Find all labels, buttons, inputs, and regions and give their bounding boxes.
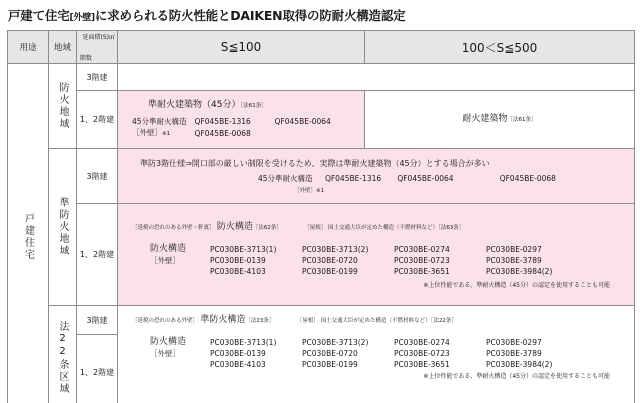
semi-3f-code: QF045BE-0068	[499, 173, 556, 183]
header-floors: 階数	[80, 55, 93, 62]
art22-code: PC030BE-3651	[394, 360, 450, 369]
semi-12f-label1: 防火構造	[150, 244, 187, 254]
semi-12f-note: ※上位性能である、準耐火構造（45分）の認定を使用することも可能	[423, 282, 610, 289]
title-part1: 戸建て住宅	[8, 8, 70, 23]
zone-semi-fire: 準防火地域	[49, 149, 77, 306]
fire-performance-table	[7, 30, 635, 403]
art22-ref: ［法23条］	[245, 318, 275, 324]
art22-label2: ［外壁］	[150, 349, 180, 358]
use-label: 戸建住宅	[22, 213, 34, 261]
semi-12f-roof: ［屋根］ 国土交通大臣が定めた構造（不燃材料など）［法63条］	[304, 225, 465, 231]
semi-3f-cell	[118, 149, 635, 204]
art22-code: PC030BE-0199	[302, 360, 358, 369]
title-part3: に求められる防火性能とDAIKEN取得の防耐火構造認定	[94, 8, 406, 23]
art22-note: ※上位性能である、準耐火構造（45分）の認定を使用することも可能	[423, 373, 610, 380]
art22-roof: ［屋根］ 国土交通大臣が定めた構造（不燃材料など）［法22条］	[296, 318, 457, 324]
floors-fire-12f: 1、2階建	[77, 91, 118, 149]
semi-12f-code: PC030BE-0720	[302, 256, 358, 265]
floors-semi-12f: 1、2階建	[77, 204, 118, 306]
semi-12f-pre: ［延焼の恐れのある外壁・軒裏］	[132, 225, 215, 231]
semi-12f-ref: ［法62条］	[252, 225, 282, 231]
art22-main: 準防火構造	[200, 315, 246, 325]
header-area: 地域	[49, 31, 77, 64]
art22-code: PC030BE-3713(1)	[210, 338, 277, 347]
art22-label1: 防火構造	[150, 337, 187, 347]
art22-code: PC030BE-0723	[394, 349, 450, 358]
art22-code: PC030BE-0720	[302, 349, 358, 358]
art22-pre: ［延焼の恐れのある外壁］	[132, 318, 199, 324]
semi-resist-main: 準耐火建築物（45分）	[148, 99, 241, 110]
semi-12f-cell	[118, 204, 635, 306]
art22-code: PC030BE-3713(2)	[302, 338, 369, 347]
semi-12f-code: PC030BE-3713(1)	[210, 245, 277, 254]
semi-12f-code: PC030BE-3984(2)	[486, 267, 553, 276]
semi-3f-product-label: 45分準耐火構造	[258, 173, 313, 183]
fire-product-note: ※1	[162, 130, 171, 137]
semi-12f-main: 防火構造	[216, 222, 253, 232]
art22-code: PC030BE-3984(2)	[486, 360, 553, 369]
floors-art22-12f: 1、2階建	[77, 335, 118, 403]
header-use: 用途	[8, 31, 49, 64]
art22-code: PC030BE-4103	[210, 360, 266, 369]
semi-3f-code: QF045BE-0064	[397, 173, 454, 183]
fire-product-sub: ［外壁］	[132, 127, 162, 137]
semi-resist-ref: ［法61条］	[240, 102, 267, 109]
art22-code: PC030BE-3789	[486, 349, 542, 358]
header-area-floors	[77, 31, 118, 64]
header-s-range: 100＜S≦500	[365, 31, 635, 64]
page-title	[8, 6, 405, 24]
header-s-le-100: S≦100	[118, 31, 365, 64]
floors-fire-3f: 3階建	[77, 64, 118, 91]
semi-12f-code: PC030BE-4103	[210, 267, 266, 276]
fire-code: QF045BE-0068	[194, 128, 251, 138]
semi-12f-code: PC030BE-0723	[394, 256, 450, 265]
floors-art22-3f: 3階建	[77, 306, 118, 335]
zone-fire: 防火地域	[49, 64, 77, 149]
floors-semi-3f: 3階建	[77, 149, 118, 204]
semi-12f-code: PC030BE-0297	[486, 245, 542, 254]
title-part2: [外壁]	[69, 13, 95, 23]
semi-12f-code: PC030BE-3651	[394, 267, 450, 276]
semi-3f-code: QF045BE-1316	[324, 173, 382, 183]
semi-3f-desc: 準防3階仕様⇒開口部の厳しい制限を受けるため、実際は準耐火建築物（45分）とする場合が多い	[140, 158, 490, 168]
fire-code: QF045BE-0064	[274, 116, 331, 126]
fire-12f-semi-resist	[118, 91, 365, 149]
art22-code: PC030BE-0274	[394, 338, 450, 347]
zone-art22: 法22条区域	[49, 306, 77, 403]
fire-3f-empty	[118, 64, 635, 91]
semi-3f-product-note: ［外壁］※1	[294, 187, 325, 194]
fire-code: QF045BE-1316	[194, 116, 251, 126]
header-floor-area: 延面積(S)㎡	[82, 34, 115, 41]
use-cell	[8, 64, 49, 403]
art22-cell	[118, 306, 635, 403]
semi-12f-code: PC030BE-0139	[210, 256, 266, 265]
semi-12f-code: PC030BE-3713(2)	[302, 245, 369, 254]
fire-product-label: 45分準耐火構造	[132, 116, 187, 126]
fire-12f-resist: 耐火建築物［法61条］	[365, 91, 635, 149]
art22-code: PC030BE-0139	[210, 349, 266, 358]
art22-code: PC030BE-0297	[486, 338, 542, 347]
semi-12f-label2: ［外壁］	[150, 256, 180, 265]
semi-12f-code: PC030BE-0199	[302, 267, 358, 276]
semi-12f-code: PC030BE-3789	[486, 256, 542, 265]
semi-12f-code: PC030BE-0274	[394, 245, 450, 254]
